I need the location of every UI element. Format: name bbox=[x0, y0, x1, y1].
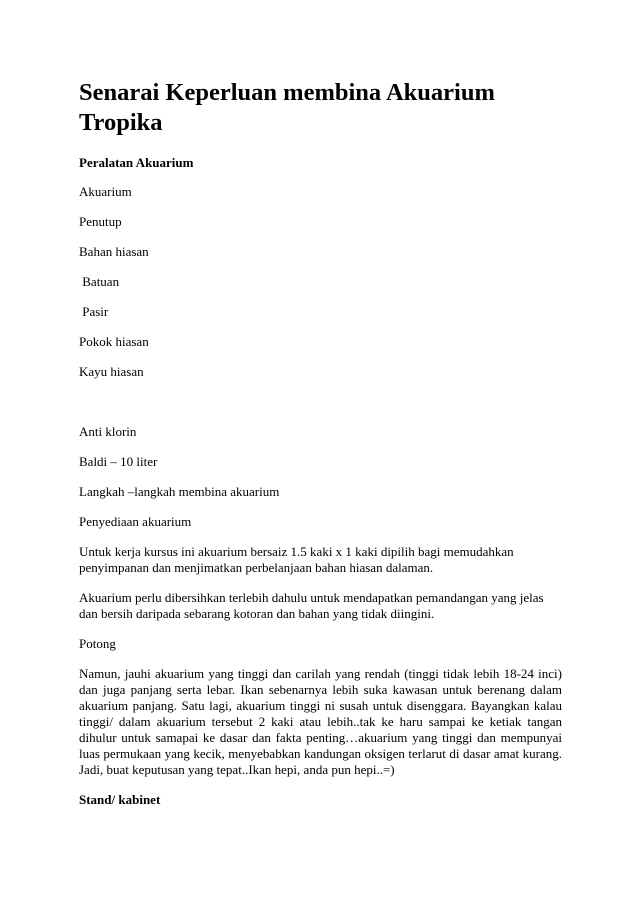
paragraph-aquarium-clean: Akuarium perlu dibersihkan terlebih dahulu untuk mendapatkan pemandangan yang jelas dan bersih daripada sebarang kotoran dan bahan yang tidak diingini. bbox=[79, 590, 544, 621]
list-item: Kayu hiasan bbox=[79, 364, 144, 379]
list-item: Penutup bbox=[79, 214, 122, 229]
potong-label: Potong bbox=[79, 636, 116, 651]
stand-heading: Stand/ kabinet bbox=[79, 792, 161, 807]
document-page bbox=[79, 78, 562, 808]
document-title: Senarai Keperluan membina Akuarium Tropika bbox=[79, 79, 495, 136]
section-heading-equipment: Peralatan Akuarium bbox=[79, 155, 194, 170]
paragraph-aquarium-advice: Namun, jauhi akuarium yang tinggi dan carilah yang rendah (tinggi tidak lebih 18-24 inci) dan juga panjang serta lebar. Ikan sebenarnya lebih suka kawasan untuk berenang dalam akuarium panjang. Satu lagi, akuarium tinggi ni susah untuk disenggara. Bayangkan kalau tinggi/ dalam akuarium tersebut 2 kaki atau lebih..tak ke haru sampai ke ketiak tangan dihulur untuk samapai ke dasar dan fakta penting…akuarium yang tinggi dan mempunyai luas permukaan yang kecik, menyebabkan kandungan oksigen terlarut di dasar amat kurang. Jadi, buat keputusan yang tepat..Ikan hepi, anda pun hepi..=) bbox=[79, 666, 562, 777]
list-item: Anti klorin bbox=[79, 424, 137, 439]
list-item: Pasir bbox=[79, 304, 109, 319]
steps-heading: Langkah –langkah membina akuarium bbox=[79, 484, 280, 499]
paragraph-aquarium-size: Untuk kerja kursus ini akuarium bersaiz 1.5 kaki x 1 kaki dipilih bagi memudahkan penyimpanan dan menjimatkan perbelanjaan bahan hiasan dalaman. bbox=[79, 544, 514, 575]
list-item: Pokok hiasan bbox=[79, 334, 149, 349]
list-item: Baldi – 10 liter bbox=[79, 454, 158, 469]
list-item: Bahan hiasan bbox=[79, 244, 149, 259]
list-item: Akuarium bbox=[79, 184, 132, 199]
list-item: Batuan bbox=[79, 274, 120, 289]
prep-heading: Penyediaan akuarium bbox=[79, 514, 192, 529]
